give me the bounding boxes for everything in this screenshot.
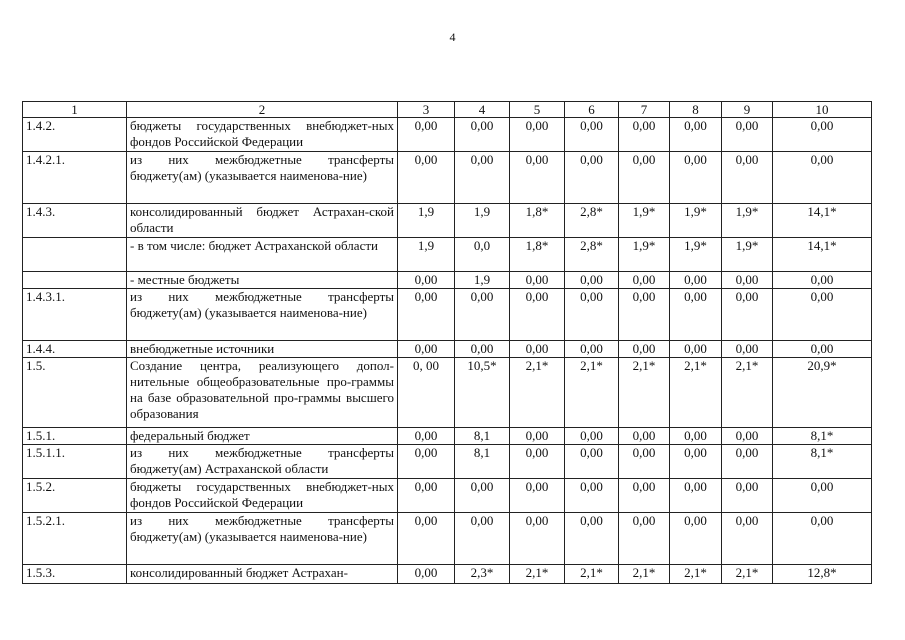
row-value: 0,00 (670, 513, 722, 565)
row-value: 10,5* (455, 358, 510, 428)
row-value: 1,9 (398, 204, 455, 238)
row-value: 1,9* (670, 204, 722, 238)
row-code: 1.5.1.1. (23, 445, 127, 479)
row-value: 0,00 (670, 272, 722, 289)
row-value: 1,8* (510, 204, 565, 238)
row-value: 2,1* (619, 565, 670, 584)
column-header: 10 (773, 102, 872, 118)
table-row (23, 479, 872, 513)
row-value: 0,00 (510, 272, 565, 289)
table-row (23, 289, 872, 341)
row-total-value: 0,00 (773, 341, 872, 358)
row-code (23, 238, 127, 272)
row-code: 1.4.2.1. (23, 152, 127, 204)
row-value: 0,00 (722, 118, 773, 152)
row-total-value: 8,1* (773, 445, 872, 479)
page-number: 4 (449, 30, 456, 44)
row-value: 8,1 (455, 428, 510, 445)
column-header: 3 (398, 102, 455, 118)
row-value: 2,1* (670, 565, 722, 584)
row-value: 0,00 (619, 513, 670, 565)
row-value: 2,1* (510, 358, 565, 428)
header-row (23, 102, 872, 118)
column-header: 9 (722, 102, 773, 118)
row-code: 1.4.3. (23, 204, 127, 238)
row-total-value: 0,00 (773, 152, 872, 204)
row-value: 1,9 (455, 272, 510, 289)
row-code: 1.5.1. (23, 428, 127, 445)
row-value: 0,00 (510, 289, 565, 341)
row-code (23, 272, 127, 289)
row-value: 1,9 (398, 238, 455, 272)
row-total-value: 14,1* (773, 238, 872, 272)
column-header: 8 (670, 102, 722, 118)
table-row (23, 513, 872, 565)
row-value: 0,00 (722, 479, 773, 513)
row-value: 0,00 (510, 428, 565, 445)
row-total-value: 20,9* (773, 358, 872, 428)
row-value: 0,00 (565, 513, 619, 565)
row-value: 0,00 (670, 289, 722, 341)
table-row (23, 341, 872, 358)
table-row (23, 204, 872, 238)
row-value: 0,00 (565, 152, 619, 204)
row-total-value: 0,00 (773, 272, 872, 289)
row-value: 0,00 (398, 289, 455, 341)
row-value: 0,00 (619, 341, 670, 358)
row-value: 0,00 (510, 118, 565, 152)
row-value: 0,00 (670, 445, 722, 479)
column-header: 1 (23, 102, 127, 118)
table-row (23, 272, 872, 289)
row-value: 0, 00 (398, 358, 455, 428)
row-description: Создание центра, реализующего допол-нительные общеобразовательные про-граммы на базе образовательной про-граммы высшего образования (127, 358, 398, 428)
row-value: 0,00 (565, 341, 619, 358)
row-value: 8,1 (455, 445, 510, 479)
row-value: 0,00 (565, 445, 619, 479)
table-row (23, 118, 872, 152)
row-value: 1,9* (619, 238, 670, 272)
row-value: 2,3* (455, 565, 510, 584)
row-value: 0,00 (510, 152, 565, 204)
table-row (23, 238, 872, 272)
row-value: 0,00 (398, 118, 455, 152)
column-header: 7 (619, 102, 670, 118)
row-description: консолидированный бюджет Астрахан- (127, 565, 398, 584)
row-value: 1,9 (455, 204, 510, 238)
row-value: 0,00 (722, 289, 773, 341)
column-header: 4 (455, 102, 510, 118)
row-value: 0,00 (398, 428, 455, 445)
row-value: 0,00 (670, 479, 722, 513)
row-value: 0,00 (510, 341, 565, 358)
row-value: 0,00 (670, 118, 722, 152)
row-value: 0,00 (455, 118, 510, 152)
row-value: 0,00 (565, 118, 619, 152)
row-description: из них межбюджетные трансферты бюджету(ам) Астраханской области (127, 445, 398, 479)
row-value: 0,00 (619, 118, 670, 152)
row-value: 0,00 (722, 445, 773, 479)
budget-table (22, 101, 872, 584)
row-value: 0,00 (398, 445, 455, 479)
row-code: 1.4.3.1. (23, 289, 127, 341)
row-value: 0,00 (670, 152, 722, 204)
row-total-value: 0,00 (773, 289, 872, 341)
row-value: 0,00 (722, 513, 773, 565)
table-body (23, 118, 872, 584)
row-value: 2,1* (670, 358, 722, 428)
row-value: 2,1* (722, 358, 773, 428)
row-description: из них межбюджетные трансферты бюджету(ам) (указывается наименова-ние) (127, 152, 398, 204)
row-value: 0,00 (510, 513, 565, 565)
row-total-value: 0,00 (773, 513, 872, 565)
row-value: 0,00 (398, 341, 455, 358)
row-code: 1.5.2.1. (23, 513, 127, 565)
table-row (23, 565, 872, 584)
row-value: 2,1* (619, 358, 670, 428)
table-row (23, 428, 872, 445)
row-description: из них межбюджетные трансферты бюджету(ам) (указывается наименова-ние) (127, 289, 398, 341)
row-value: 0,00 (398, 565, 455, 584)
row-code: 1.5.2. (23, 479, 127, 513)
row-value: 2,8* (565, 204, 619, 238)
column-header: 6 (565, 102, 619, 118)
row-value: 1,9* (722, 238, 773, 272)
row-value: 0,00 (565, 479, 619, 513)
row-code: 1.5.3. (23, 565, 127, 584)
row-value: 0,00 (619, 289, 670, 341)
row-description: - местные бюджеты (127, 272, 398, 289)
row-description: внебюджетные источники (127, 341, 398, 358)
row-code: 1.5. (23, 358, 127, 428)
row-value: 0,00 (722, 272, 773, 289)
row-value: 0,00 (398, 152, 455, 204)
row-total-value: 0,00 (773, 479, 872, 513)
row-value: 0,00 (510, 445, 565, 479)
column-header: 2 (127, 102, 398, 118)
row-value: 0,00 (455, 152, 510, 204)
column-header: 5 (510, 102, 565, 118)
row-value: 2,1* (565, 565, 619, 584)
row-value: 0,00 (565, 289, 619, 341)
row-description: - в том числе: бюджет Астраханской области (127, 238, 398, 272)
row-value: 0,00 (455, 479, 510, 513)
table-row (23, 445, 872, 479)
row-value: 2,8* (565, 238, 619, 272)
row-value: 0,00 (565, 428, 619, 445)
row-value: 0,00 (398, 513, 455, 565)
row-value: 0,00 (510, 479, 565, 513)
row-total-value: 0,00 (773, 118, 872, 152)
row-value: 1,9* (619, 204, 670, 238)
row-value: 0,00 (722, 428, 773, 445)
row-value: 0,00 (455, 289, 510, 341)
row-value: 0,00 (670, 341, 722, 358)
row-value: 0,00 (398, 479, 455, 513)
row-value: 0,00 (670, 428, 722, 445)
row-value: 1,9* (722, 204, 773, 238)
row-value: 0,0 (455, 238, 510, 272)
row-value: 0,00 (619, 445, 670, 479)
table-row (23, 152, 872, 204)
row-total-value: 8,1* (773, 428, 872, 445)
row-value: 0,00 (619, 428, 670, 445)
row-value: 0,00 (619, 479, 670, 513)
row-value: 0,00 (455, 513, 510, 565)
row-code: 1.4.2. (23, 118, 127, 152)
row-code: 1.4.4. (23, 341, 127, 358)
row-value: 0,00 (722, 341, 773, 358)
row-value: 2,1* (565, 358, 619, 428)
row-description: федеральный бюджет (127, 428, 398, 445)
row-value: 0,00 (722, 152, 773, 204)
row-total-value: 12,8* (773, 565, 872, 584)
row-value: 0,00 (565, 272, 619, 289)
row-value: 0,00 (619, 272, 670, 289)
row-description: из них межбюджетные трансферты бюджету(ам) (указывается наименова-ние) (127, 513, 398, 565)
row-value: 2,1* (722, 565, 773, 584)
row-value: 0,00 (455, 341, 510, 358)
row-description: бюджеты государственных внебюджет-ных фондов Российской Федерации (127, 479, 398, 513)
row-total-value: 14,1* (773, 204, 872, 238)
row-value: 2,1* (510, 565, 565, 584)
row-value: 0,00 (398, 272, 455, 289)
row-description: бюджеты государственных внебюджет-ных фондов Российской Федерации (127, 118, 398, 152)
row-value: 0,00 (619, 152, 670, 204)
row-value: 1,9* (670, 238, 722, 272)
row-description: консолидированный бюджет Астрахан-ской области (127, 204, 398, 238)
row-value: 1,8* (510, 238, 565, 272)
table-row (23, 358, 872, 428)
